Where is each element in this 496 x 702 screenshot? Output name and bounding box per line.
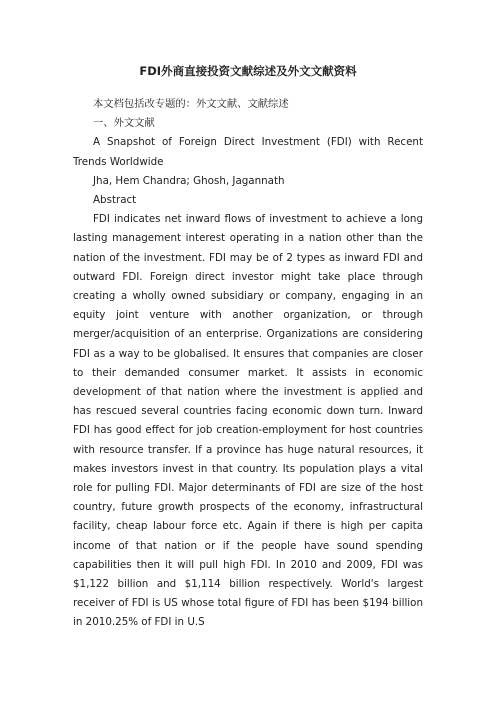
intro-line: 本文档包括改专题的：外文文献、文献综述 xyxy=(93,98,289,110)
paper-title: A Snapshot of Foreign Direct Investment (FDI) with Recent Trends Worldwide xyxy=(73,136,423,168)
document-body xyxy=(73,95,423,633)
document-title: FDI外商直接投资文献综述及外文文献资料 xyxy=(139,64,357,78)
section-heading: 一、外文文献 xyxy=(93,117,155,130)
paper-authors: Jha, Hem Chandra; Ghosh, Jagannath xyxy=(93,174,285,187)
abstract-paragraph: FDI indicates net inward flows of investment to achieve a long lasting management interest operating in a nation other than the nation of the investment. FDI may be of 2 types as inward FDI and outward FDI. Foreign direct investor might take place through creating a wholly owned subsidiary or company, engaging in an equity joint venture with another organization, or through merger/acquisition of an enterprise. Organizations are considering FDI as a way to be globalised. It ensures that companies are closer to their demanded consumer market. It assists in economic development of that nation where the investment is applied and has rescued several countries facing economic down turn. Inward FDI has good effect for job creation-employment for host countries with resource transfer. If a province has huge natural resources, it makes investors invest in that country. Its population plays a vital role for pulling FDI. Major determinants of FDI are size of the host country, future growth prospects of the economy, infrastructural facility, cheap labour force etc. Again if there is high per capita income of that nation or if the people have sound spending capabilities then it will pull high FDI. In 2010 and 2009, FDI was $1,122 billion and $1,114 billion respectively. World's largest receiver of FDI is US whose total figure of FDI has been $194 billion in 2010.25% of FDI in U.S xyxy=(73,213,423,629)
abstract-heading: Abstract xyxy=(93,194,137,207)
